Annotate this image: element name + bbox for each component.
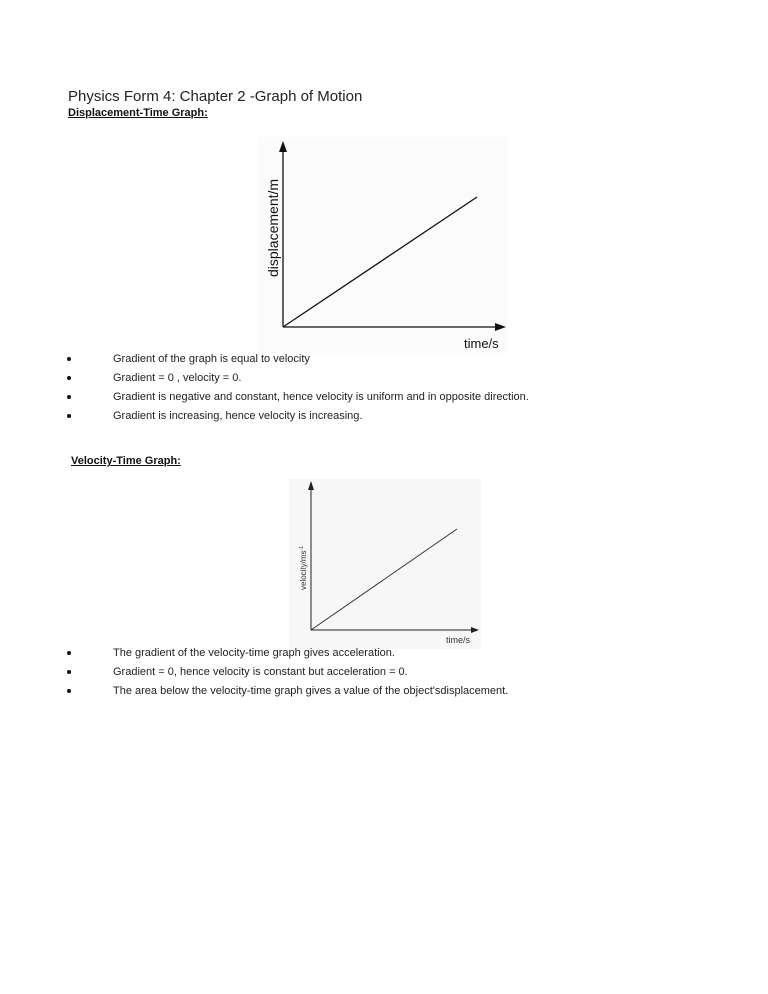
- bullet-icon: [67, 376, 71, 380]
- y-axis-label-text: velocity/ms: [299, 550, 308, 590]
- section-heading-displacement: Displacement-Time Graph:: [68, 107, 208, 119]
- velocity-time-figure: [289, 479, 481, 649]
- list-item: [64, 370, 529, 389]
- list-item-text: Gradient = 0, hence velocity is constant but acceleration = 0.: [113, 666, 408, 678]
- list-item: [64, 351, 529, 370]
- y-axis-label: displacement/m: [265, 178, 281, 277]
- list-item-text: The area below the velocity-time graph gives a value of the object'sdisplacement.: [113, 685, 509, 697]
- list-item-text: The gradient of the velocity-time graph gives acceleration.: [113, 647, 395, 659]
- bullet-icon: [67, 414, 71, 418]
- list-item: [64, 683, 508, 702]
- list-item: [64, 389, 529, 408]
- displacement-bullet-list: [64, 351, 529, 427]
- y-axis-arrow: [279, 141, 287, 152]
- x-axis-label: time/s: [464, 336, 499, 351]
- bullet-icon: [67, 670, 71, 674]
- list-item-text: Gradient = 0 , velocity = 0.: [113, 372, 242, 384]
- list-item: [64, 408, 529, 427]
- section-heading-velocity: Velocity-Time Graph:: [71, 455, 181, 467]
- list-item: [64, 645, 508, 664]
- page-title: Physics Form 4: Chapter 2 -Graph of Motion: [68, 88, 363, 105]
- data-line: [283, 197, 477, 327]
- y-axis-label: [299, 546, 308, 590]
- list-item-text: Gradient is negative and constant, hence velocity is uniform and in opposite direction.: [113, 391, 529, 403]
- y-axis-arrow: [308, 481, 314, 490]
- bullet-icon: [67, 689, 71, 693]
- list-item: [64, 664, 508, 683]
- list-item-text: Gradient is increasing, hence velocity is increasing.: [113, 410, 363, 422]
- bullet-icon: [67, 357, 71, 361]
- data-line: [311, 529, 457, 630]
- y-axis-label-superscript: -1: [299, 545, 305, 551]
- x-axis-label: time/s: [446, 635, 471, 645]
- displacement-time-figure: [258, 137, 508, 353]
- bullet-icon: [67, 395, 71, 399]
- x-axis-arrow: [495, 323, 506, 331]
- list-item-text: Gradient of the graph is equal to velocity: [113, 353, 310, 365]
- velocity-bullet-list: [64, 645, 508, 702]
- bullet-icon: [67, 651, 71, 655]
- x-axis-arrow: [471, 627, 479, 633]
